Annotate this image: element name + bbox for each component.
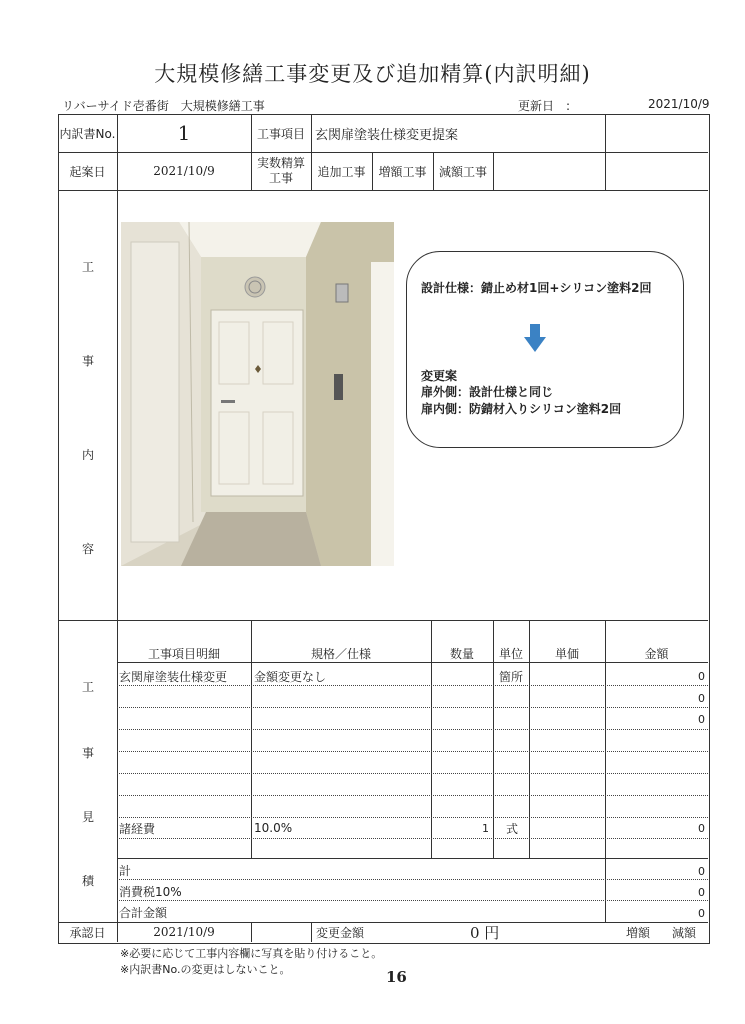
- change-amount-value[interactable]: 0 円: [470, 923, 500, 942]
- row-1-unit[interactable]: 箇所: [498, 669, 523, 684]
- overhead-spec[interactable]: 10.0%: [254, 821, 293, 835]
- estimate-label-3: 見: [81, 810, 94, 824]
- decrease-label[interactable]: 減額: [672, 925, 697, 940]
- proposal-date-value[interactable]: 2021/10/9: [153, 164, 215, 178]
- estimate-label-4: 積: [81, 874, 94, 888]
- design-spec-text: 設計仕様：錆止め材1回+シリコン塗料2回: [421, 281, 652, 295]
- overhead-amount[interactable]: 0: [698, 822, 705, 835]
- change-proposal-callout: [406, 251, 684, 448]
- row-1-spec[interactable]: 金額変更なし: [254, 669, 327, 684]
- proposal-date-label: 起案日: [69, 164, 106, 179]
- down-arrow-icon: [524, 324, 546, 352]
- row-2-amount[interactable]: 0: [698, 692, 705, 705]
- subtotal-label: 計: [119, 864, 132, 878]
- outside-spec-text: 扉外側：設計仕様と同じ: [421, 385, 554, 399]
- tax-label: 消費税10%: [119, 885, 182, 899]
- col-header-qty: 数量: [449, 646, 474, 661]
- note-1: ※必要に応じて工事内容欄に写真を貼り付けること。: [120, 947, 383, 960]
- estimate-label-1: 工: [81, 680, 94, 694]
- page-number: 16: [386, 968, 407, 986]
- col-header-price: 単価: [554, 646, 579, 661]
- actual-settlement-line-2: 工事: [268, 171, 293, 185]
- approval-date-value[interactable]: 2021/10/9: [153, 925, 215, 939]
- door-photo: [121, 222, 394, 566]
- tax-amount[interactable]: 0: [698, 886, 705, 899]
- doc-no-label: 内訳書No.: [59, 126, 116, 141]
- change-title: 変更案: [421, 369, 458, 383]
- overhead-qty[interactable]: 1: [482, 822, 489, 835]
- content-label-2: 事: [81, 354, 94, 368]
- row-1-amount[interactable]: 0: [698, 670, 705, 683]
- change-amount-label: 変更金額: [316, 925, 365, 940]
- col-header-spec: 規格／仕様: [310, 646, 371, 661]
- note-2: ※内訳書No.の変更はしないこと。: [120, 963, 291, 976]
- check-increase-work[interactable]: 増額工事: [378, 164, 427, 179]
- increase-label[interactable]: 増額: [626, 925, 651, 940]
- col-header-unit: 単位: [498, 646, 523, 661]
- subtotal-amount[interactable]: 0: [698, 865, 705, 878]
- page-title: 大規模修繕工事変更及び追加精算(内訳明細): [154, 62, 591, 86]
- approval-date-label: 承認日: [69, 925, 106, 940]
- content-label-1: 工: [81, 260, 94, 274]
- actual-settlement-line-1: 実数精算: [256, 156, 305, 170]
- updated-label: 更新日 :: [518, 99, 571, 113]
- grand-total-label: 合計金額: [119, 906, 168, 920]
- estimate-label-2: 事: [81, 746, 94, 760]
- content-label-4: 容: [81, 542, 94, 556]
- col-header-item: 工事項目明細: [147, 646, 220, 661]
- grand-total-amount[interactable]: 0: [698, 907, 705, 920]
- col-header-amount: 金額: [644, 646, 669, 661]
- doc-no-value[interactable]: 1: [177, 121, 191, 145]
- check-additional-work[interactable]: 追加工事: [317, 164, 366, 179]
- project-name: リバーサイド壱番街 大規模修繕工事: [62, 99, 265, 113]
- updated-date: 2021/10/9: [648, 97, 710, 111]
- overhead-item[interactable]: 諸経費: [119, 821, 156, 836]
- content-label-3: 内: [81, 448, 94, 462]
- row-3-amount[interactable]: 0: [698, 713, 705, 726]
- work-item-value[interactable]: 玄関扉塗装仕様変更提案: [315, 127, 459, 143]
- overhead-unit[interactable]: 式: [506, 821, 519, 836]
- inside-spec-text: 扉内側：防錆材入りシリコン塗料2回: [421, 402, 622, 416]
- check-decrease-work[interactable]: 減額工事: [438, 164, 487, 179]
- work-item-label: 工事項目: [256, 126, 305, 141]
- actual-settlement-label: [251, 152, 311, 190]
- row-1-item[interactable]: 玄関扉塗装仕様変更: [119, 669, 228, 684]
